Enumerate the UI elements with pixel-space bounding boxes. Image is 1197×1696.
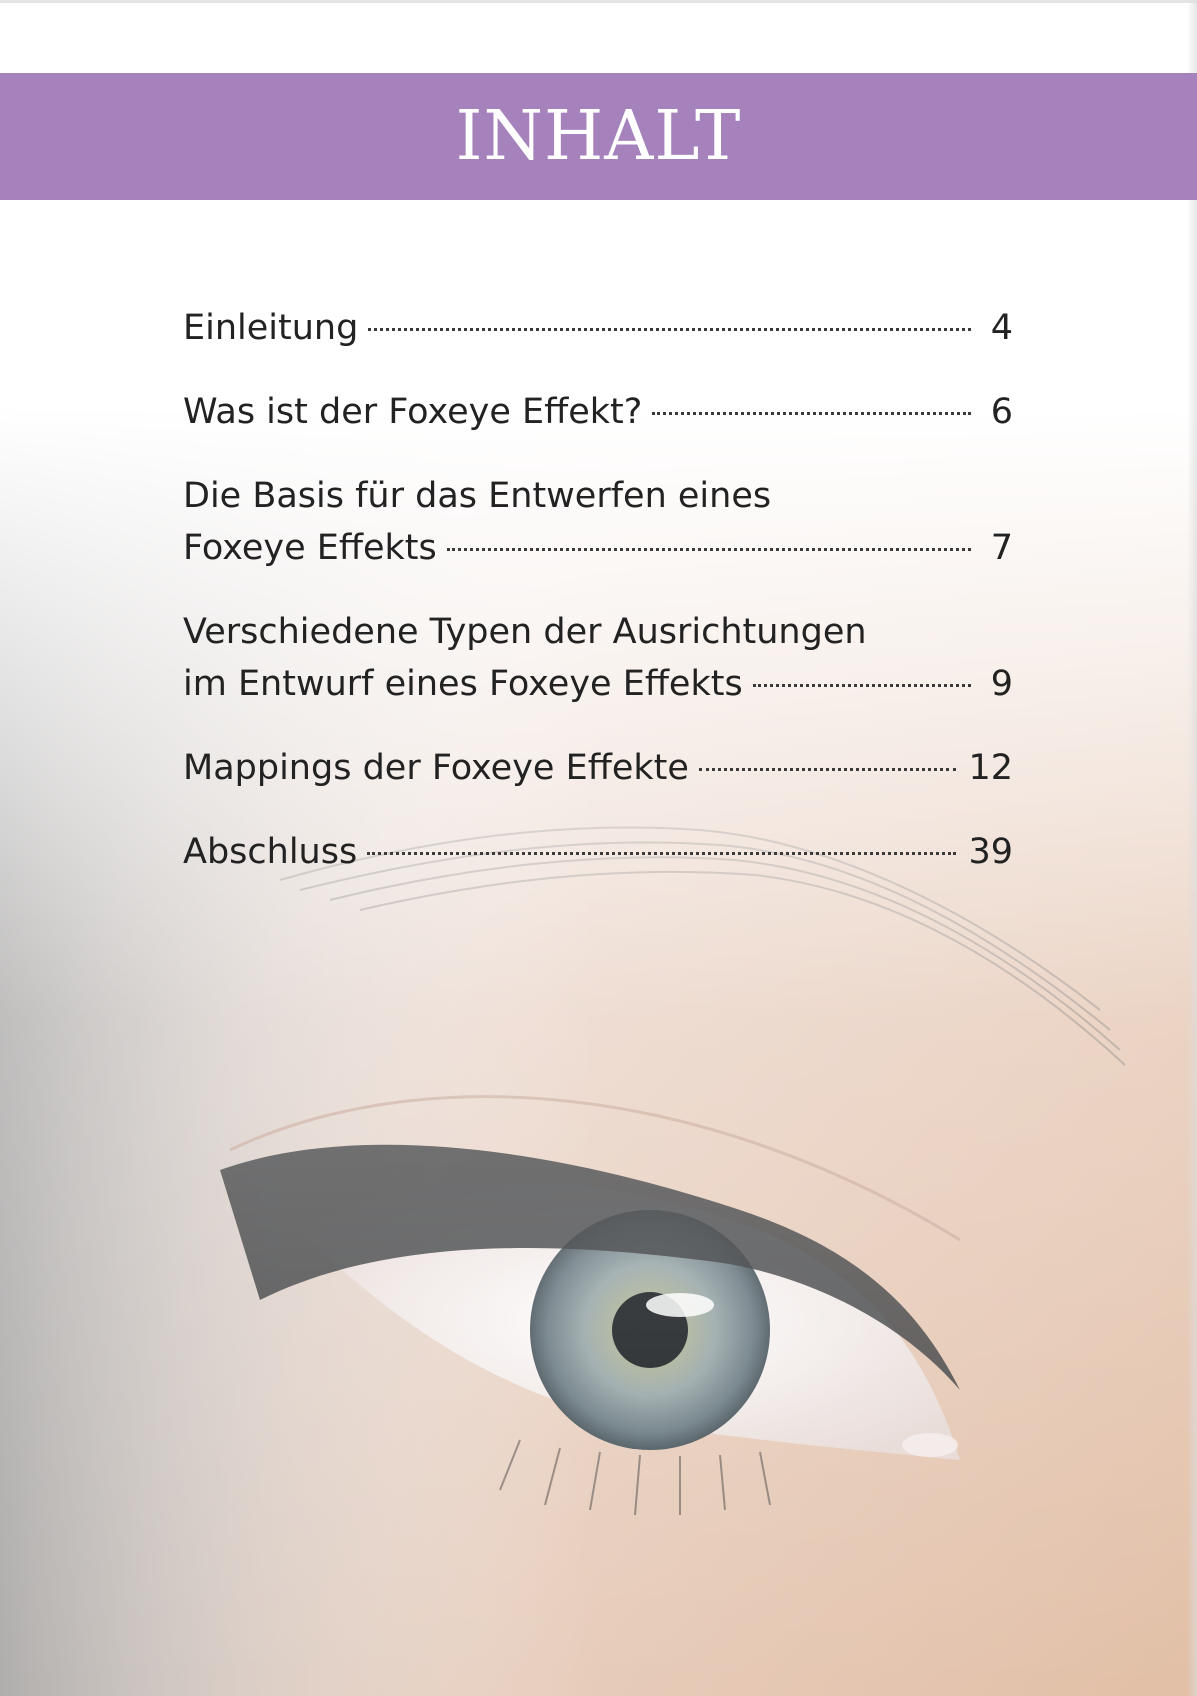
toc-entry[interactable] (183, 470, 1013, 574)
toc-entry-title: Was ist der Foxeye Effekt? (183, 392, 643, 432)
table-of-contents (183, 302, 1013, 910)
toc-entry-title-line-1: Verschiedene Typen der Ausrichtungen (183, 612, 867, 652)
toc-entry-title: Einleitung (183, 308, 359, 348)
dot-leader (367, 852, 956, 855)
dot-leader (753, 684, 971, 687)
title-banner (0, 73, 1197, 200)
toc-page-number: 6 (990, 392, 1013, 432)
toc-page-number: 7 (990, 528, 1013, 568)
toc-entry[interactable] (183, 302, 1013, 354)
toc-page-number: 4 (990, 308, 1013, 348)
dot-leader (368, 328, 971, 331)
toc-entry-title-line-2: Foxeye Effekts (183, 528, 437, 568)
toc-entry[interactable] (183, 742, 1013, 794)
dot-leader (652, 412, 971, 415)
toc-page-number: 9 (990, 664, 1013, 704)
toc-entry-title-line-2: im Entwurf eines Foxeye Effekts (183, 664, 743, 704)
top-border (0, 0, 1197, 3)
toc-entry-title: Abschluss (183, 832, 358, 872)
toc-entry-title-line-1: Die Basis für das Entwerfen eines (183, 476, 772, 516)
page-edge-shadow (1187, 0, 1197, 1696)
dot-leader (699, 768, 957, 771)
toc-entry[interactable] (183, 386, 1013, 438)
toc-entry[interactable] (183, 606, 1013, 710)
dot-leader (447, 548, 971, 551)
toc-page-number: 39 (968, 832, 1013, 872)
toc-entry-title: Mappings der Foxeye Effekte (183, 748, 689, 788)
page-title: INHALT (455, 96, 742, 176)
toc-page-number: 12 (968, 748, 1013, 788)
toc-entry[interactable] (183, 826, 1013, 878)
